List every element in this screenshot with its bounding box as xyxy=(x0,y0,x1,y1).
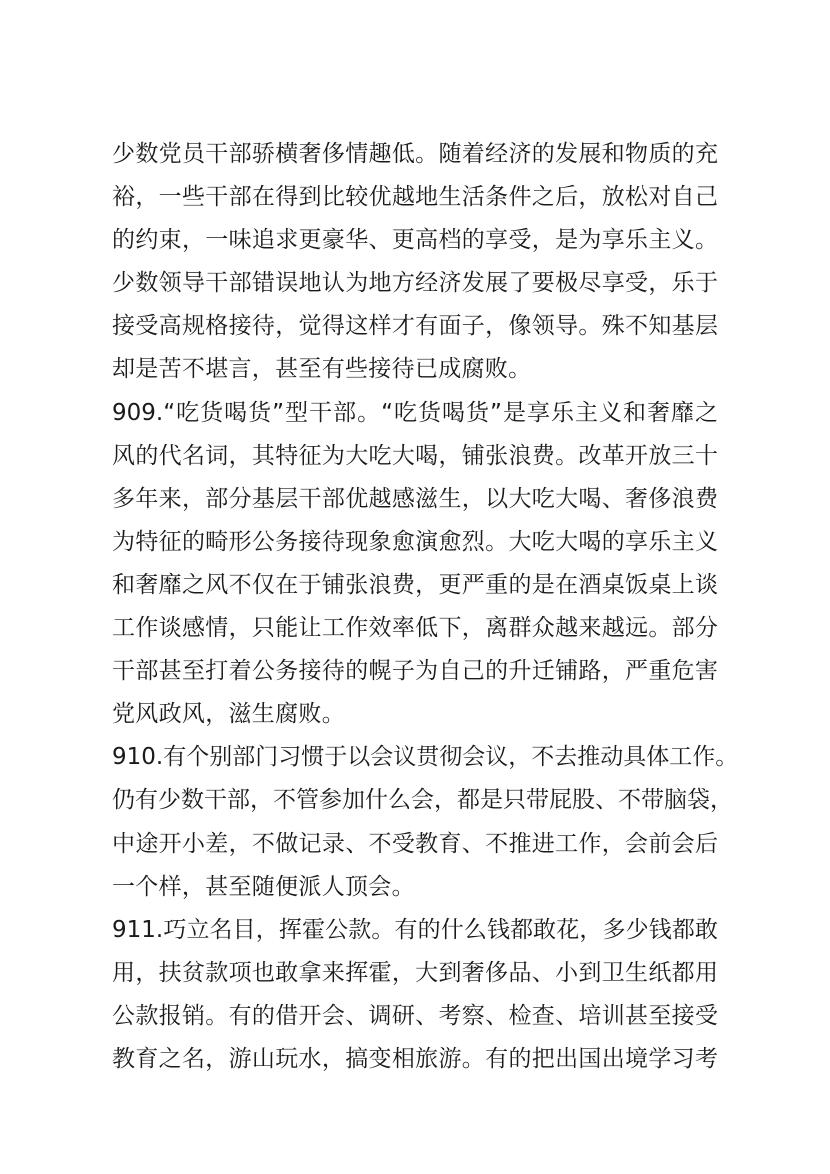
text-line: 少数党员干部骄横奢侈情趣低。随着经济的发展和物质的充 xyxy=(112,141,718,167)
text-line: 的约束，一味追求更豪华、更高档的享受，是为享乐主义。 xyxy=(112,227,718,254)
text-line: 909.“吃货喝货”型干部。“吃货喝货”是享乐主义和奢靡之 xyxy=(112,399,718,426)
text-line: 为特征的畸形公务接待现象愈演愈烈。大吃大喝的享乐主义 xyxy=(112,528,718,555)
text-line: 却是苦不堪言，甚至有些接待已成腐败。 xyxy=(112,356,532,383)
text-line: 仍有少数干部，不管参加什么会，都是只带屁股、不带脑袋， xyxy=(112,787,733,814)
text-line: 中途开小差，不做记录、不受教育、不推进工作，会前会后 xyxy=(112,830,718,857)
text-line: 教育之名，游山玩水，搞变相旅游。有的把出国出境学习考 xyxy=(112,1045,718,1072)
text-line: 党风政风，滋生腐败。 xyxy=(112,701,345,728)
paragraph xyxy=(112,909,718,1081)
text-line: 用，扶贫款项也敢拿来挥霍，大到奢侈品、小到卫生纸都用 xyxy=(112,959,718,986)
document-body xyxy=(112,133,739,1081)
text-line: 少数领导干部错误地认为地方经济发展了要极尽享受，乐于 xyxy=(112,270,718,297)
text-line: 910.有个别部门习惯于以会议贯彻会议，不去推动具体工作。 xyxy=(112,744,739,771)
text-line: 干部甚至打着公务接待的幌子为自己的升迁铺路，严重危害 xyxy=(112,658,718,685)
text-line: 多年来，部分基层干部优越感滋生，以大吃大喝、奢侈浪费 xyxy=(112,485,718,512)
text-line: 一个样，甚至随便派人顶会。 xyxy=(112,873,415,900)
text-line: 接受高规格接待，觉得这样才有面子，像领导。殊不知基层 xyxy=(112,313,718,340)
text-line: 风的代名词，其特征为大吃大喝，铺张浪费。改革开放三十 xyxy=(112,442,718,469)
text-line: 公款报销。有的借开会、调研、考察、检查、培训甚至接受 xyxy=(112,1002,718,1029)
text-line: 和奢靡之风不仅在于铺张浪费，更严重的是在酒桌饭桌上谈 xyxy=(112,571,718,598)
text-line: 裕，一些干部在得到比较优越地生活条件之后，放松对自己 xyxy=(112,184,718,211)
paragraph xyxy=(112,392,718,737)
text-line: 911.巧立名目，挥霍公款。有的什么钱都敢花，多少钱都敢 xyxy=(112,916,718,943)
paragraph xyxy=(112,736,739,908)
paragraph xyxy=(112,133,718,392)
text-line: 工作谈感情，只能让工作效率低下，离群众越来越远。部分 xyxy=(112,615,718,642)
